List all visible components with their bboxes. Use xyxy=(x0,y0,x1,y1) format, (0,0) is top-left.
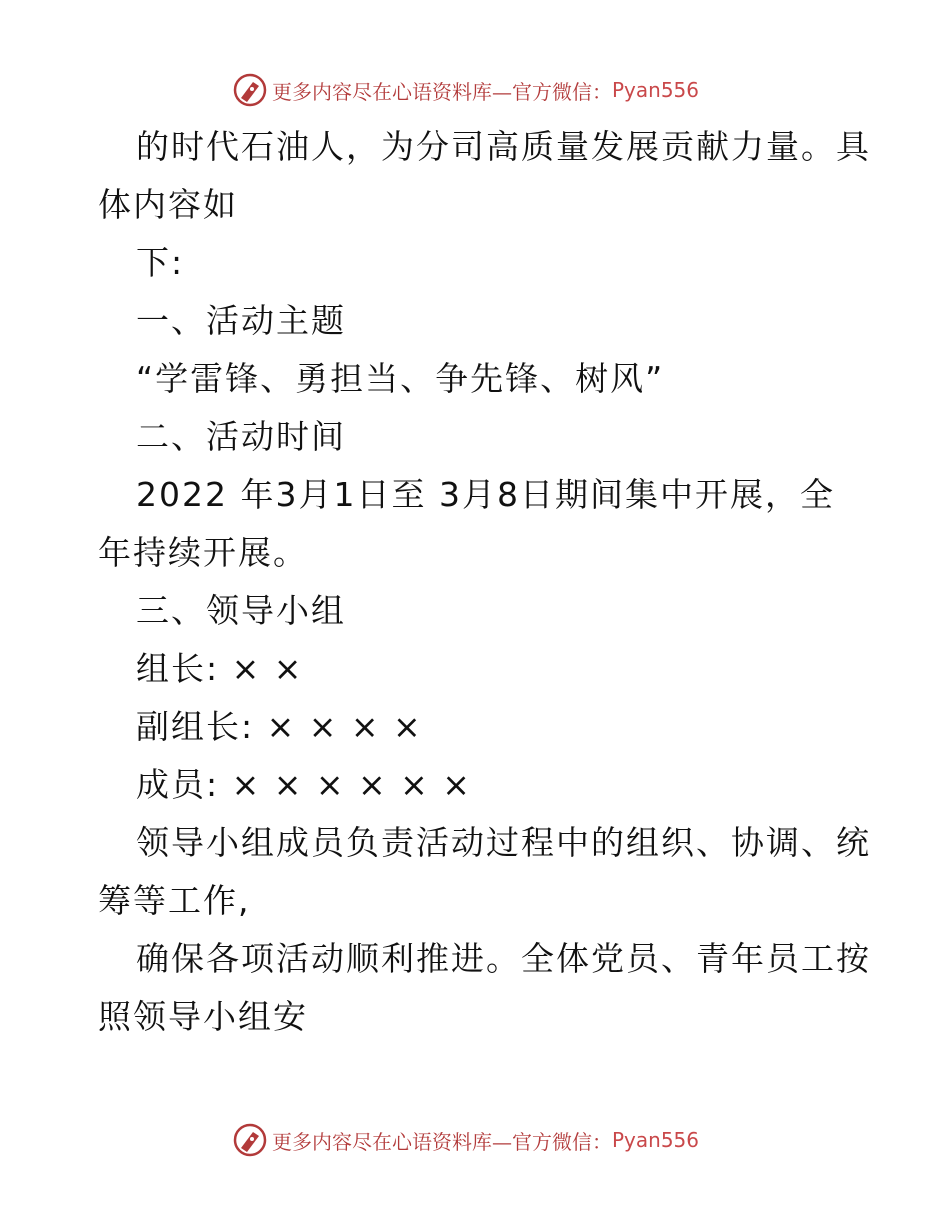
text-line: 照领导小组安 xyxy=(98,997,308,1036)
watermark-text: 更多内容尽在心语资料库—官方微信： xyxy=(272,1129,612,1154)
text-line: 下: xyxy=(136,243,185,282)
activity-theme: “学雷锋、勇担当、争先锋、树风” xyxy=(136,359,665,398)
text-line: 年持续开展。 xyxy=(98,533,308,572)
watermark-account: Pyan556 xyxy=(612,78,700,102)
leader-line: 组长: × × xyxy=(136,649,304,688)
watermark-account: Pyan556 xyxy=(612,1128,700,1152)
deputy-leader-line: 副组长: × × × × xyxy=(136,707,423,746)
section-heading: 二、活动时间 xyxy=(136,417,346,456)
text-line: 确保各项活动顺利推进。全体党员、青年员工按 xyxy=(136,939,871,978)
pen-nib-logo-icon xyxy=(232,72,268,108)
watermark-footer xyxy=(232,1120,752,1160)
text-line: 2022 年3月1日至 3月8日期间集中开展，全 xyxy=(136,475,835,514)
members-line: 成员: × × × × × × xyxy=(136,765,472,804)
text-line: 筹等工作, xyxy=(98,881,251,920)
section-heading: 三、领导小组 xyxy=(136,591,346,630)
watermark-text: 更多内容尽在心语资料库—官方微信： xyxy=(272,79,612,104)
section-heading: 一、活动主题 xyxy=(136,301,346,340)
text-line: 体内容如 xyxy=(98,185,238,224)
text-line: 领导小组成员负责活动过程中的组织、协调、统 xyxy=(136,823,871,862)
pen-nib-logo-icon xyxy=(232,1122,268,1158)
document-body xyxy=(98,118,871,1046)
text-line: 的时代石油人，为分司高质量发展贡献力量。具 xyxy=(136,127,871,166)
watermark-header xyxy=(232,70,752,110)
